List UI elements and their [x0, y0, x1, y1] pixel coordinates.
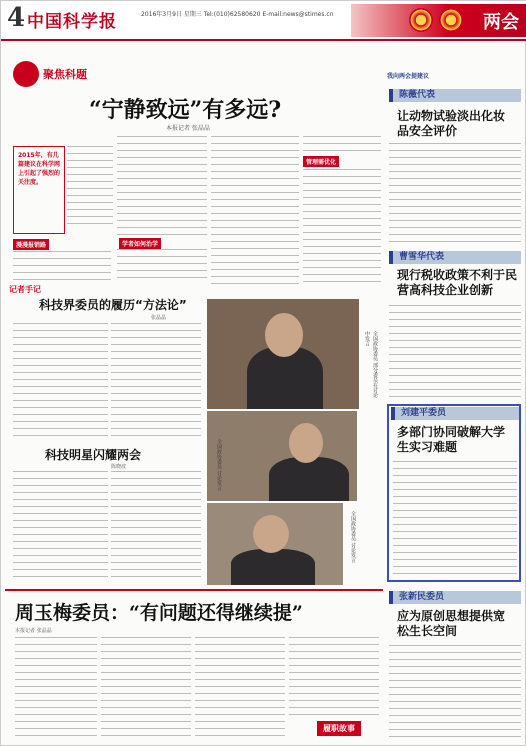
right-headline-3: 多部门协同破解大学生实习难题 [397, 425, 506, 454]
national-emblem-icon [409, 8, 433, 32]
representative-band-1: 陈薇代表 [389, 89, 521, 102]
article-text-block [67, 146, 113, 230]
article-text-block [303, 136, 381, 154]
right-headline-2: 现行税收政策不利于民营高科技企业创新 [397, 268, 518, 297]
notes-author-2: 陈晓波 [111, 464, 127, 470]
article-text-block [13, 323, 108, 439]
article-text-block [13, 471, 108, 583]
article-text-block [15, 637, 97, 741]
photo-1 [207, 299, 359, 409]
issue-meta: 2016年3月9日 星期三 Tel:(010)62580620 E-mail:news@stimes.cn [141, 11, 334, 18]
subhead-label: 漫漫报销路 [13, 239, 49, 250]
photo-caption-3: 全国政协委员 讨论发言 [350, 511, 356, 563]
article-text-block [211, 136, 299, 284]
lianghui-banner [351, 4, 526, 37]
article-text-block [117, 249, 207, 284]
notes-headline-1: 科技界委员的履历“方法论” [39, 298, 187, 312]
article-text-block [303, 169, 381, 284]
photo-caption-1: 全国政协委员 部分委员在讨论中发言 [364, 331, 378, 398]
article-text-block [389, 305, 521, 401]
article-text-block [389, 143, 521, 248]
right-headline-1: 让动物试验淡出化妆品安全评价 [397, 109, 506, 138]
article-text-block [389, 645, 521, 741]
article-text-block [101, 637, 191, 741]
representative-band-2: 曹雪华代表 [389, 251, 521, 264]
main-headline: “宁静致远”有多远? [89, 97, 282, 123]
bottom-headline: 周玉梅委员：“有问题还得继续提” [15, 602, 303, 624]
section-rule [5, 589, 383, 591]
article-text-block [393, 461, 517, 577]
notes-author-1: 张晶晶 [151, 315, 167, 321]
intro-box: 2015年，有几篇建议在科学网上引起了强烈的关注度。 [13, 146, 65, 234]
page-header [1, 1, 526, 41]
section-tag-circle-icon [13, 61, 39, 87]
masthead-brand: 中国科学报 [27, 12, 117, 32]
photo-2 [207, 411, 357, 501]
article-text-block [13, 251, 111, 281]
column-tag: 履职故事 [317, 721, 361, 736]
notes-label: 记者手记 [9, 285, 41, 294]
article-text-block [195, 637, 285, 741]
article-text-block [289, 637, 379, 717]
right-column-header: 我向两会提建议 [387, 73, 430, 80]
article-text-block [111, 471, 201, 583]
notes-headline-2: 科技明星闪耀两会 [45, 448, 142, 462]
section-tag: 聚焦科题 [43, 68, 87, 81]
right-headline-4: 应为原创思想提供宽松生长空间 [397, 609, 506, 638]
representative-band-3: 刘建平委员 [391, 407, 519, 420]
article-text-block [111, 323, 201, 439]
photo-caption-2: 全国政协委员 讨论发言 [216, 439, 222, 491]
subhead-label: 学者如何治学 [119, 238, 161, 249]
bottom-byline: 本报记者 张晶晶 [15, 628, 52, 634]
main-byline: 本报记者 张晶晶 [166, 125, 210, 132]
representative-band-4: 张新民委员 [389, 591, 521, 604]
page-number: 4 [7, 3, 26, 33]
subhead-label: 管理需优化 [303, 156, 339, 167]
section-banner-title: 两会 [483, 12, 519, 33]
cppcc-emblem-icon [439, 8, 463, 32]
article-text-block [117, 136, 207, 236]
photo-3 [207, 503, 343, 585]
